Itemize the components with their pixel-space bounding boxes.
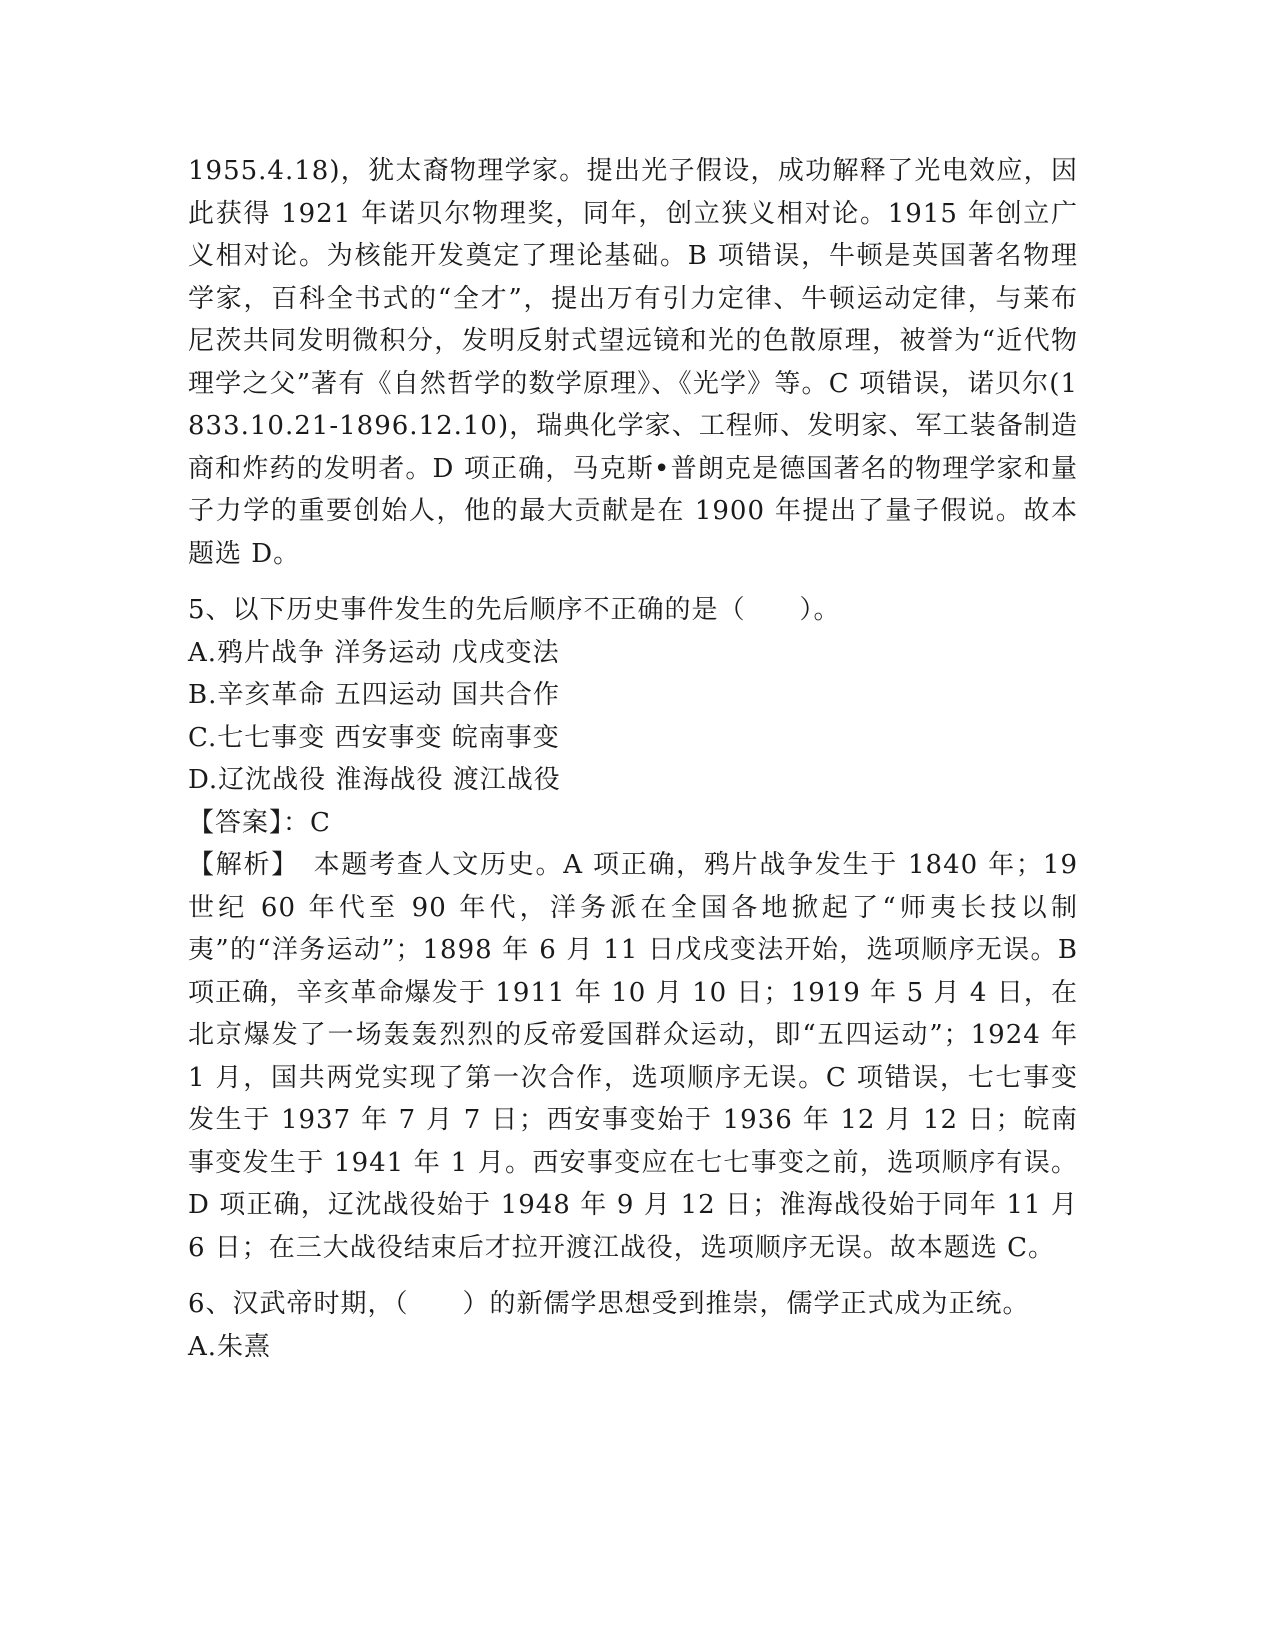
q5-option-d: D.辽沈战役 淮海战役 渡江战役 [188, 765, 561, 795]
q6-option-a: A.朱熹 [188, 1331, 272, 1362]
q5-explanation: 【解析】 本题考查人文历史。A 项正确，鸦片战争发生于 1840 年；19 世纪 60 年代至 90 年代，洋务派在全国各地掀起了“师夷长技以制夷”的“洋务运动”；1898 年 6 月 11 日戊戌变法开始，选项顺序无误。B 项正确，辛亥革命爆发于 1911 年 10 月 10 日；1919 年 5 月 4 日，在北京爆发了一场轰轰烈烈的反帝爱国群众运动，即“五四运动”；1924 年 1 月，国共两党实现了第一次合作，选项顺序无误。C 项错误，七七事变发生于 1937 年 7 月 7 日；西安事变始于 1936 年 12 月 12 日；皖南事变发生于 1941 年 1 月。西安事变应在七七事变之前，选项顺序有误。D 项正确，辽沈战役始于 1948 年 9 月 12 日；淮海战役始于同年 11 月 6 日；在三大战役结束后才拉开渡江战役，选项顺序无误。故本题选 C。 [188, 850, 1078, 1263]
spacer [188, 1269, 1078, 1283]
q5-answer: 【答案】：C [188, 807, 331, 838]
question-6 [188, 1283, 1078, 1368]
q5-option-b: B.辛亥革命 五四运动 国共合作 [188, 680, 560, 710]
document-page [188, 150, 1078, 1368]
q4-explanation-continued: 1955.4.18)，犹太裔物理学家。提出光子假设，成功解释了光电效应，因此获得 1921 年诺贝尔物理奖，同年，创立狭义相对论。1915 年创立广义相对论。为核能开发奠定了理论基础。B 项错误，牛顿是英国著名物理学家，百科全书式的“全才”，提出万有引力定律、牛顿运动定律，与莱布尼茨共同发明微积分，发明反射式望远镜和光的色散原理，被誉为“近代物理学之父”著有《自然哲学的数学原理》、《光学》等。C 项错误，诺贝尔(1833.10.21-1896.12.10)，瑞典化学家、工程师、发明家、军工装备制造商和炸药的发明者。D 项正确，马克斯•普朗克是德国著名的物理学家和量子力学的重要创始人，他的最大贡献是在 1900 年提出了量子假说。故本题选 D。 [188, 156, 1078, 569]
q5-option-c: C.七七事变 西安事变 皖南事变 [188, 722, 560, 753]
q5-option-a: A.鸦片战争 洋务运动 戊戌变法 [188, 637, 560, 668]
q5-question-text: 5、以下历史事件发生的先后顺序不正确的是（ ）。 [188, 595, 841, 625]
q6-question-text: 6、汉武帝时期，（ ）的新儒学思想受到推崇，儒学正式成为正统。 [188, 1289, 1030, 1319]
question-5 [188, 589, 1078, 1269]
spacer [188, 575, 1078, 589]
